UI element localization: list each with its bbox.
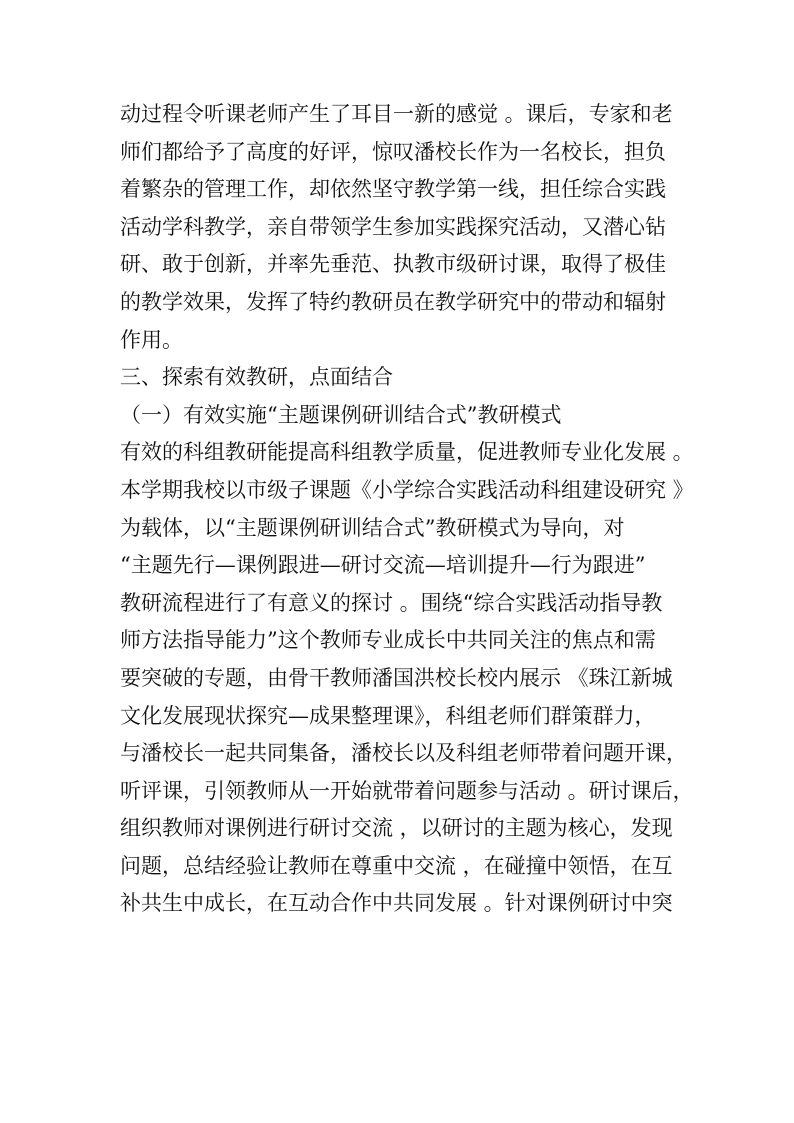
text-line: 有效的科组教研能提高科组教学质量，促进教师专业化发展 。 (120, 440, 694, 465)
text-line: 活动学科教学，亲自带领学生参加实践探究活动，又潜心钻 (120, 214, 666, 239)
subsection-heading: （一）有效实施“主题课例研训结合式”教研模式 (120, 402, 562, 427)
text-line: “主题先行—课例跟进—研讨交流—培训提升—行为跟进” (120, 553, 646, 578)
text-line: 作用。 (120, 327, 183, 352)
text-line: 组织教师对课例进行研讨交流 ，以研讨的主题为核心，发现 (120, 816, 673, 841)
text-line: 要突破的专题，由骨干教师潘国洪校长校内展示 《珠江新城 (120, 665, 673, 690)
text-line: 师方法指导能力”这个教师专业成长中共同关注的焦点和需 (120, 628, 656, 653)
document-body (120, 96, 694, 923)
text-line: 补共生中成长，在互动合作中共同发展 。针对课例研讨中突 (120, 891, 673, 916)
text-line: 师们都给予了高度的好评，惊叹潘校长作为一名校长，担负 (120, 139, 666, 164)
text-line: 的教学效果，发挥了特约教研员在教学研究中的带动和辐射 (120, 289, 666, 314)
text-line: 问题，总结经验让教师在尊重中交流 ，在碰撞中领悟，在互 (120, 853, 673, 878)
text-line: 本学期我校以市级子课题《小学综合实践活动科组建设研究 》 (120, 477, 694, 502)
text-line: 为载体，以“主题课例研训结合式”教研模式为导向，对 (120, 515, 625, 540)
section-heading: 三、探索有效教研，点面结合 (120, 365, 393, 390)
text-line: 研、敢于创新，并率先垂范、执教市级研讨课，取得了极佳 (120, 252, 666, 277)
text-line: 文化发展现状探究—成果整理课》，科组老师们群策群力， (120, 703, 656, 728)
text-line: 教研流程进行了有意义的探讨 。围绕“综合实践活动指导教 (120, 590, 663, 615)
text-line: 与潘校长一起共同集备，潘校长以及科组老师带着问题开课， (120, 741, 687, 766)
text-line: 听评课，引领教师从一开始就带着问题参与活动 。研讨课后， (120, 778, 694, 803)
text-line: 动过程令听课老师产生了耳目一新的感觉 。课后，专家和老 (120, 102, 673, 126)
text-line: 着繁杂的管理工作，却依然坚守教学第一线，担任综合实践 (120, 177, 666, 202)
